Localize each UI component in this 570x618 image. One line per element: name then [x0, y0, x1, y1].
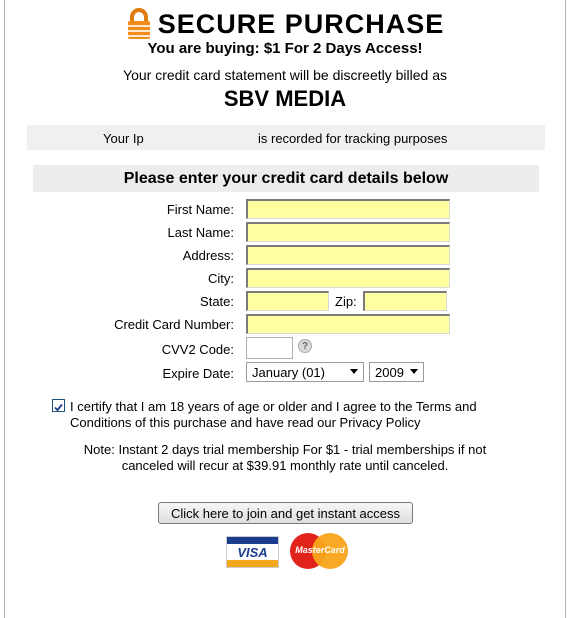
city-input[interactable] — [246, 268, 450, 288]
state-input[interactable] — [246, 291, 329, 311]
city-label: City: — [208, 271, 234, 286]
visa-logo-text: VISA — [237, 545, 268, 560]
join-submit-button[interactable]: Click here to join and get instant access — [158, 502, 413, 524]
last-name-label: Last Name: — [167, 225, 234, 240]
page-title: SECURE PURCHASE — [157, 8, 445, 39]
first-name-input[interactable] — [246, 199, 450, 219]
expire-month-select[interactable] — [246, 362, 364, 382]
help-icon[interactable]: ? — [298, 339, 312, 353]
trial-note-line-2: canceled will recur at $39.91 monthly rate until canceled. — [121, 458, 449, 473]
mastercard-logo — [290, 533, 350, 569]
expire-date-label: Expire Date: — [162, 366, 234, 381]
state-label: State: — [200, 294, 234, 309]
card-number-input[interactable] — [246, 314, 450, 334]
merchant-name: SBV MEDIA — [223, 86, 347, 111]
certify-line-1: I certify that I am 18 years of age or older and I agree to the Terms and — [70, 399, 477, 414]
zip-input[interactable] — [363, 291, 447, 311]
chevron-down-icon — [410, 369, 418, 374]
expire-month-value: January (01) — [252, 365, 325, 380]
cvv-input[interactable] — [246, 337, 293, 359]
ip-tracking-text: is recorded for tracking purposes — [258, 131, 448, 146]
cvv-label: CVV2 Code: — [161, 342, 234, 357]
ip-label: Your Ip — [103, 131, 144, 146]
lock-icon — [126, 8, 152, 40]
trial-note-line-1: Note: Instant 2 days trial membership For $1 - trial memberships if not — [83, 442, 487, 457]
ip-notice-bar — [27, 125, 545, 150]
checkmark-icon — [53, 402, 64, 413]
certify-checkbox[interactable] — [52, 399, 65, 412]
form-heading: Please enter your credit card details below — [33, 165, 539, 192]
certify-text — [70, 399, 540, 431]
address-input[interactable] — [246, 245, 450, 265]
trial-note — [0, 442, 570, 474]
visa-logo — [226, 536, 279, 568]
expire-year-select[interactable] — [369, 362, 424, 382]
product-summary: You are buying: $1 For 2 Days Access! — [147, 40, 423, 57]
address-label: Address: — [182, 248, 234, 263]
mastercard-logo-text: MasterCard — [295, 545, 345, 555]
billing-note: Your credit card statement will be discreetly billed as — [123, 67, 447, 83]
card-number-label: Credit Card Number: — [114, 317, 234, 332]
certify-line-2: Conditions of this purchase and have read our Privacy Policy — [70, 415, 421, 430]
expire-year-value: 2009 — [375, 365, 404, 380]
header — [0, 6, 570, 42]
first-name-label: First Name: — [166, 202, 234, 217]
zip-label: Zip: — [335, 294, 357, 309]
chevron-down-icon — [350, 369, 358, 374]
last-name-input[interactable] — [246, 222, 450, 242]
